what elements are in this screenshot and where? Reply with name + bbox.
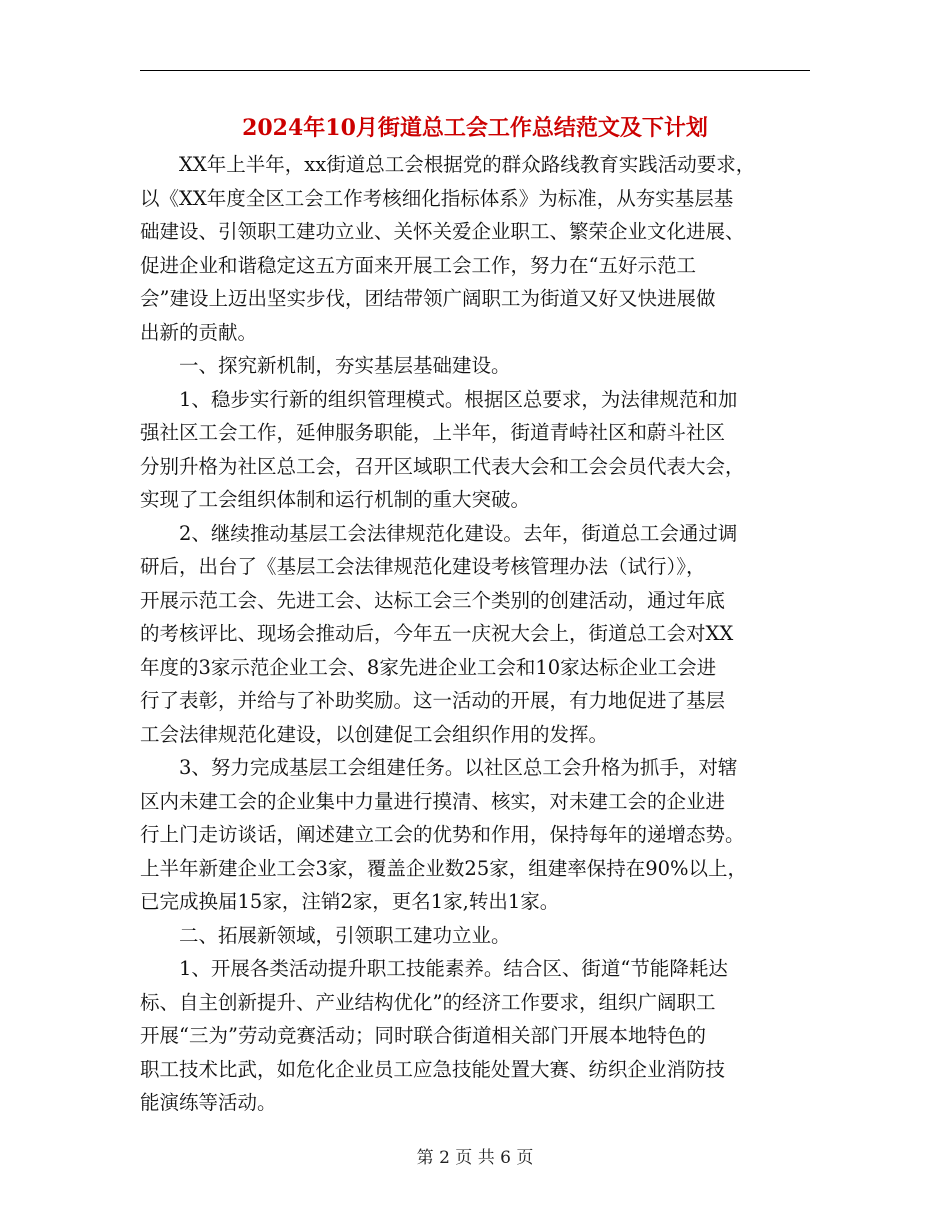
document-body xyxy=(140,148,810,1120)
paragraph-line: 1、稳步实行新的组织管理模式。根据区总要求，为法律规范和加 xyxy=(179,387,738,411)
paragraph-line: 行上门走访谈话，阐述建立工会的优势和作用，保持每年的递增态势。 xyxy=(140,823,745,846)
paragraph-line: 础建设、引领职工建功立业、关怀关爱企业职工、繁荣企业文化进展、 xyxy=(140,220,745,243)
paragraph xyxy=(140,148,810,349)
paragraph-line: 2、继续推动基层工会法律规范化建设。去年，街道总工会通过调 xyxy=(179,521,738,545)
paragraph-line: 能演练等活动。 xyxy=(140,1091,277,1114)
paragraph-line: 强社区工会工作，延伸服务职能，上半年，街道青峙社区和蔚斗社区 xyxy=(140,421,726,444)
paragraph-line: 开展示范工会、先进工会、达标工会三个类别的创建活动，通过年底 xyxy=(140,588,726,612)
paragraph-line: 3、努力完成基层工会组建任务。以社区总工会升格为抓手，对辖 xyxy=(179,756,738,779)
paragraph xyxy=(140,517,810,752)
paragraph-line: 二、拓展新领域，引领职工建功立业。 xyxy=(179,923,511,947)
document-title: 2024年10月街道总工会工作总结范文及下计划 xyxy=(242,115,708,141)
paragraph-line: 一、探究新机制，夯实基层基础建设。 xyxy=(179,354,511,377)
paragraph-line: XX年上半年，xx街道总工会根据党的群众路线教育实践活动要求， xyxy=(179,153,756,176)
paragraph-line: 职工技术比武，如危化企业员工应急技能处置大赛、纺织企业消防技 xyxy=(140,1057,726,1081)
paragraph-line: 开展“三为”劳动竞赛活动；同时联合街道相关部门开展本地特色的 xyxy=(140,1024,706,1047)
paragraph-line: 以《XX年度全区工会工作考核细化指标体系》为标准，从夯实基层基 xyxy=(140,186,734,210)
paragraph-line: 标、自主创新提升、产业结构优化”的经济工作要求，组织广阔职工 xyxy=(140,990,716,1014)
paragraph xyxy=(140,751,810,919)
paragraph-line: 年度的3家示范企业工会、8家先进企业工会和10家达标企业工会进 xyxy=(140,655,717,679)
header-rule xyxy=(140,70,810,71)
paragraph xyxy=(140,952,810,1120)
paragraph-line: 分别升格为社区总工会，召开区域职工代表大会和工会会员代表大会， xyxy=(140,454,745,478)
paragraph-line: 区内未建工会的企业集中力量进行摸清、核实，对未建工会的企业进 xyxy=(140,789,726,813)
paragraph-line: 实现了工会组织体制和运行机制的重大突破。 xyxy=(140,488,531,511)
paragraph-line: 工会法律规范化建设，以创建促工会组织作用的发挥。 xyxy=(140,722,609,746)
paragraph-line: 出新的贡献。 xyxy=(140,320,258,344)
page-footer: 第 2 页 共 6 页 xyxy=(416,1148,534,1168)
paragraph-line: 研后，出台了《基层工会法律规范化建设考核管理办法（试行）》， xyxy=(140,555,706,578)
paragraph-line: 1、开展各类活动提升职工技能素养。结合区、街道“节能降耗达 xyxy=(179,957,728,980)
paragraph xyxy=(140,919,810,953)
paragraph xyxy=(140,383,810,517)
paragraph-line: 上半年新建企业工会3家，覆盖企业数25家，组建率保持在90%以上， xyxy=(140,856,748,880)
paragraph-line: 会”建设上迈出坚实步伐，团结带领广阔职工为街道又好又快进展做 xyxy=(140,287,716,310)
paragraph-line: 促进企业和谐稳定这五方面来开展工会工作，努力在“五好示范工 xyxy=(140,253,696,277)
paragraph-line: 的考核评比、现场会推动后，今年五一庆祝大会上，街道总工会对XX xyxy=(140,622,734,645)
paragraph xyxy=(140,349,810,383)
paragraph-line: 行了表彰，并给与了补助奖励。这一活动的开展，有力地促进了基层 xyxy=(140,689,726,712)
paragraph-line: 已完成换届15家，注销2家，更名1家,转出1家。 xyxy=(140,890,560,913)
